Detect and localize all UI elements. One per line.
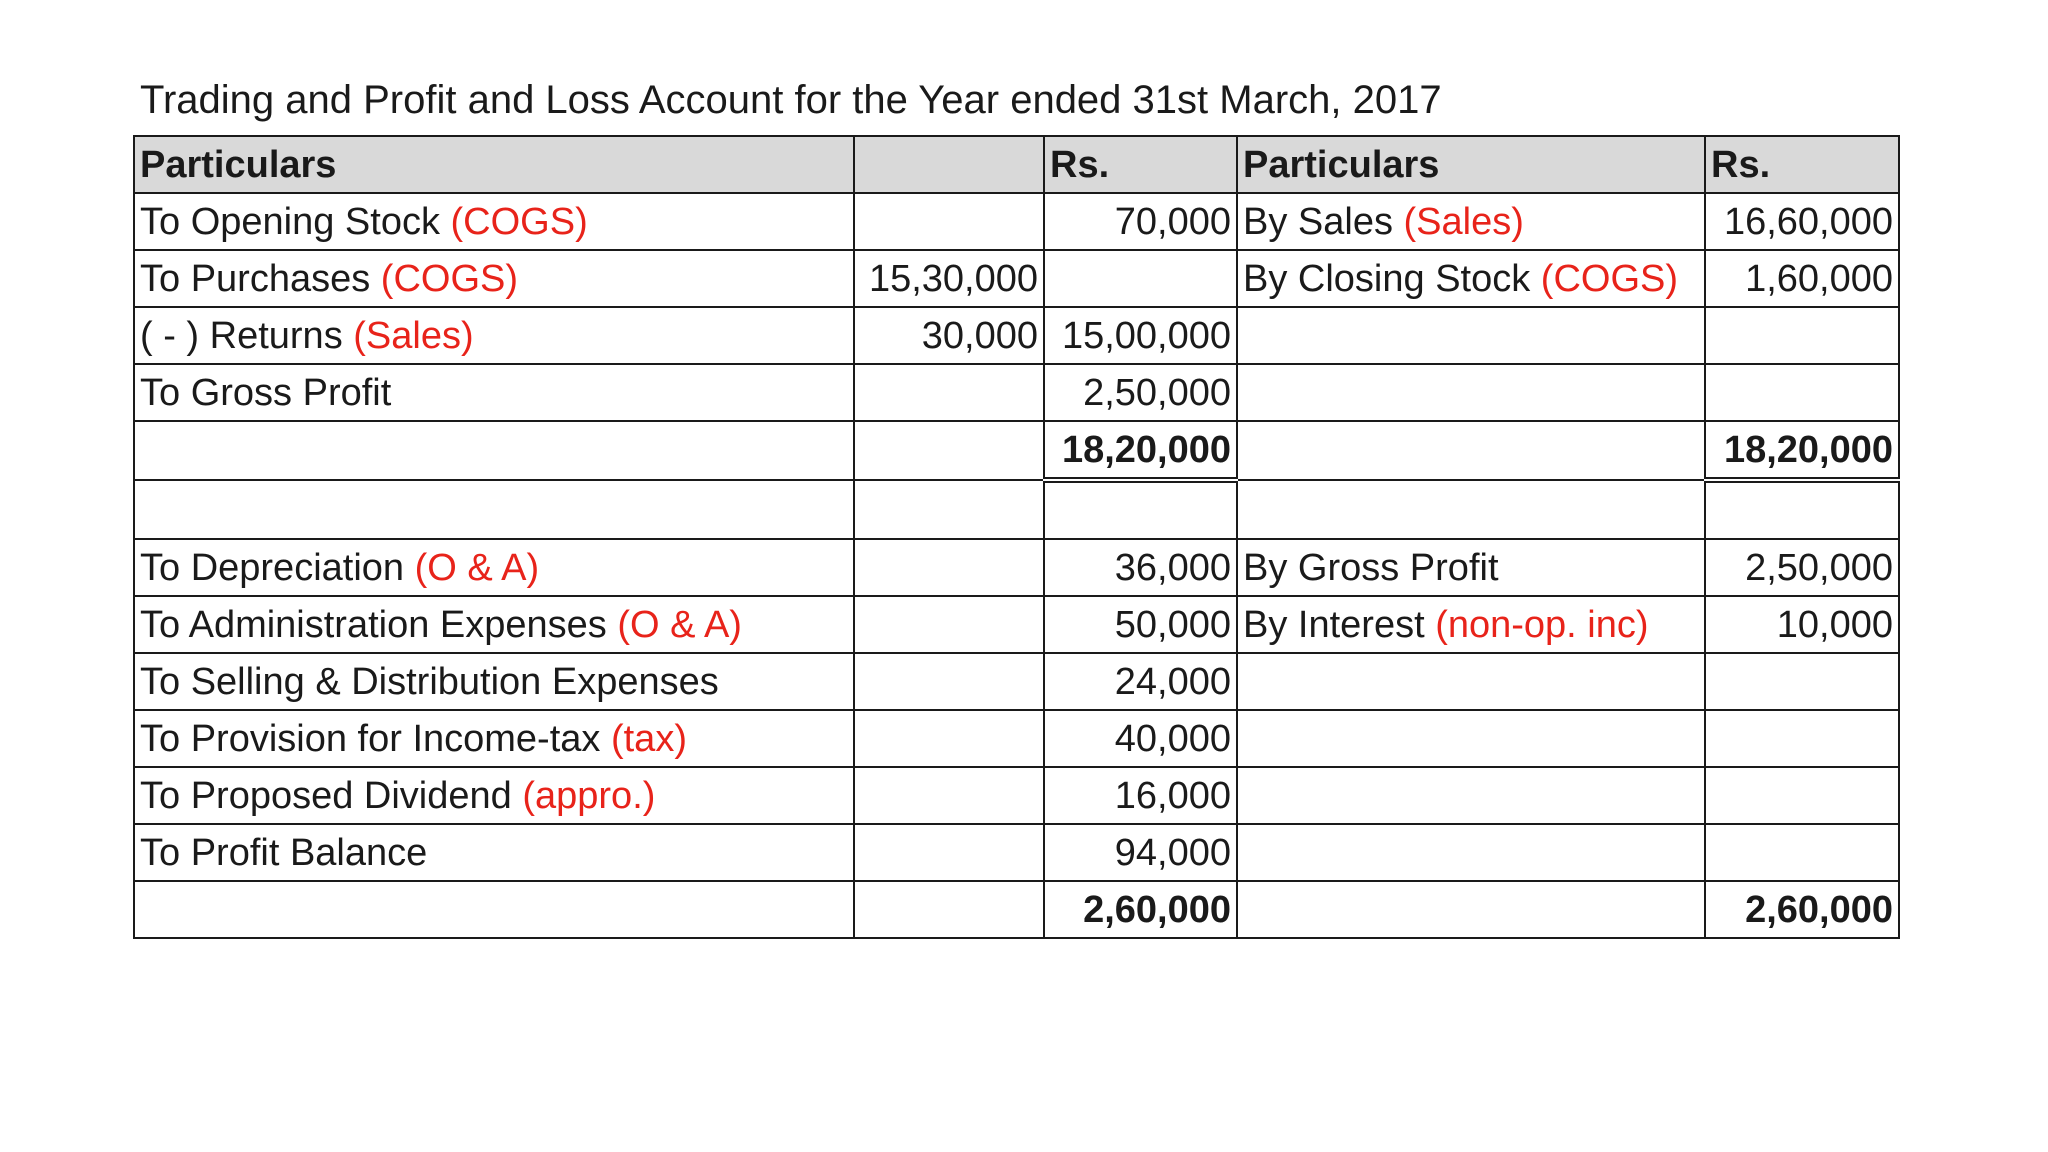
credit-amount [1705, 364, 1899, 421]
credit-tag: (non-op. inc) [1435, 603, 1649, 646]
debit-particulars [134, 307, 854, 364]
spacer-cell [134, 480, 854, 539]
table-row [134, 710, 1899, 767]
credit-label: By Gross Profit [1243, 546, 1499, 589]
credit-amount: 1,60,000 [1705, 250, 1899, 307]
total-blank [1237, 881, 1705, 938]
table-row [134, 653, 1899, 710]
credit-amount [1705, 824, 1899, 881]
table-row [134, 767, 1899, 824]
debit-amount: 2,50,000 [1044, 364, 1237, 421]
total-blank [134, 421, 854, 480]
header-rs-left: Rs. [1044, 136, 1237, 193]
debit-amount: 16,000 [1044, 767, 1237, 824]
header-rs-right: Rs. [1705, 136, 1899, 193]
table-header-row [134, 136, 1899, 193]
credit-tag: (COGS) [1540, 257, 1679, 300]
debit-label: To Administration Expenses [140, 603, 607, 646]
credit-particulars [1237, 539, 1705, 596]
credit-particulars [1237, 653, 1705, 710]
debit-tag: (COGS) [450, 200, 588, 243]
credit-amount: 2,50,000 [1705, 539, 1899, 596]
debit-label: To Depreciation [140, 546, 405, 589]
spacer-cell [854, 480, 1044, 539]
account-table [133, 135, 1900, 939]
debit-amount: 36,000 [1044, 539, 1237, 596]
debit-tag: (O & A) [617, 603, 742, 646]
total-blank [854, 881, 1044, 938]
table-row [134, 307, 1899, 364]
debit-amount: 70,000 [1044, 193, 1237, 250]
debit-tag: (Sales) [353, 314, 474, 357]
trading-total-debit: 18,20,000 [1044, 421, 1237, 480]
debit-label: ( - ) Returns [140, 314, 343, 357]
debit-sub-amount [854, 364, 1044, 421]
debit-sub-amount [854, 193, 1044, 250]
credit-label: By Interest [1243, 603, 1425, 646]
table-row [134, 596, 1899, 653]
debit-tag: (appro.) [522, 774, 656, 817]
debit-sub-amount [854, 653, 1044, 710]
header-blank [854, 136, 1044, 193]
debit-tag: (COGS) [380, 257, 519, 300]
debit-sub-amount [854, 596, 1044, 653]
debit-label: To Selling & Distribution Expenses [140, 660, 719, 703]
page-title: Trading and Profit and Loss Account for the Year ended 31st March, 2017 [140, 78, 1442, 122]
debit-particulars [134, 364, 854, 421]
credit-particulars [1237, 767, 1705, 824]
debit-amount: 94,000 [1044, 824, 1237, 881]
debit-tag: (O & A) [414, 546, 540, 589]
spacer-cell [1044, 480, 1237, 539]
credit-particulars [1237, 596, 1705, 653]
credit-amount: 10,000 [1705, 596, 1899, 653]
credit-particulars [1237, 307, 1705, 364]
credit-amount: 16,60,000 [1705, 193, 1899, 250]
table-row [134, 824, 1899, 881]
header-particulars-right: Particulars [1237, 136, 1705, 193]
trading-total-credit: 18,20,000 [1705, 421, 1899, 480]
credit-amount [1705, 710, 1899, 767]
debit-sub-amount [854, 824, 1044, 881]
credit-particulars [1237, 193, 1705, 250]
debit-amount [1044, 250, 1237, 307]
credit-particulars [1237, 824, 1705, 881]
credit-amount [1705, 767, 1899, 824]
table-row [134, 539, 1899, 596]
debit-sub-amount [854, 767, 1044, 824]
credit-particulars [1237, 710, 1705, 767]
debit-amount: 40,000 [1044, 710, 1237, 767]
trading-total-row [134, 421, 1899, 480]
debit-amount: 24,000 [1044, 653, 1237, 710]
spacer-row [134, 480, 1899, 539]
debit-label: To Gross Profit [140, 371, 392, 414]
debit-particulars [134, 250, 854, 307]
debit-label: To Proposed Dividend [140, 774, 512, 817]
debit-sub-amount: 30,000 [854, 307, 1044, 364]
debit-particulars [134, 767, 854, 824]
debit-particulars [134, 653, 854, 710]
debit-particulars [134, 193, 854, 250]
credit-particulars [1237, 364, 1705, 421]
pl-total-row [134, 881, 1899, 938]
credit-amount [1705, 307, 1899, 364]
table-row [134, 193, 1899, 250]
debit-label: To Provision for Income-tax [140, 717, 601, 760]
credit-label: By Sales [1243, 200, 1393, 243]
debit-label: To Opening Stock [140, 200, 440, 243]
debit-label: To Purchases [140, 257, 371, 300]
debit-particulars [134, 596, 854, 653]
debit-particulars [134, 824, 854, 881]
debit-label: To Profit Balance [140, 831, 428, 874]
debit-sub-amount: 15,30,000 [854, 250, 1044, 307]
table-row [134, 364, 1899, 421]
table-row [134, 250, 1899, 307]
debit-sub-amount [854, 539, 1044, 596]
credit-amount [1705, 653, 1899, 710]
debit-amount: 50,000 [1044, 596, 1237, 653]
debit-amount: 15,00,000 [1044, 307, 1237, 364]
total-blank [1237, 421, 1705, 480]
credit-label: By Closing Stock [1243, 257, 1531, 300]
spacer-cell [1705, 480, 1899, 539]
debit-particulars [134, 539, 854, 596]
debit-sub-amount [854, 710, 1044, 767]
header-particulars-left: Particulars [134, 136, 854, 193]
debit-tag: (tax) [610, 717, 687, 760]
debit-particulars [134, 710, 854, 767]
pl-total-debit: 2,60,000 [1044, 881, 1237, 938]
total-blank [134, 881, 854, 938]
pl-total-credit: 2,60,000 [1705, 881, 1899, 938]
credit-particulars [1237, 250, 1705, 307]
credit-tag: (Sales) [1403, 200, 1524, 243]
spacer-cell [1237, 480, 1705, 539]
total-blank [854, 421, 1044, 480]
